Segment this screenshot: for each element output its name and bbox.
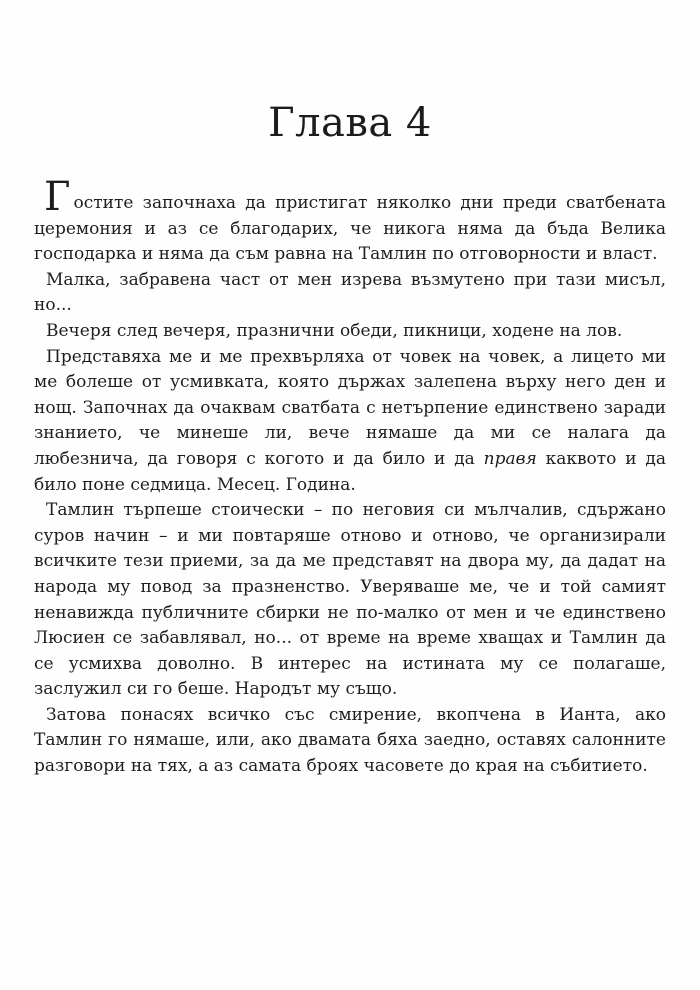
chapter-body [34,174,666,780]
paragraph-3: Вечеря след вечеря, празнични обеди, пикници, ходене на лов. [46,320,623,341]
paragraph-1-text: остите започнаха да пристигат няколко дни преди сватбената церемония и аз се благодарих, че никога няма да бъда Велика господарка и няма да съм равна на Тамлин по отговорности и власт. [34,193,666,265]
paragraph-5: Тамлин търпеше стоически – по неговия си мълчалив, сдържано суров начин – и ми повтаряше отново и отново, че организирали всичките тези приеми, за да ме представят на двора му, да дадат на народа му повод за празненство. Уверяваше ме, че и той самият ненавижда публичните сбирки не по-малко от мен и че единствено Люсиен се забавлявал, но... от време на време хващах и Тамлин да се усмихва доволно. В интерес на истината му се полагаше, заслужил си го беше. Народът му също. [34,500,666,700]
paragraph-4 [34,345,666,499]
drop-cap: Г [44,174,71,220]
paragraph-4-text-after: каквото и да било поне седмица. Месец. Година. [34,448,666,495]
paragraph-4-text-before: Представяха ме и ме прехвърляха от човек на човек, а лицето ми ме болеше от усмивката, която държах залепена върху него ден и нощ. Започнах да очаквам сватбата с нетърпение единствено заради знанието, че минеше ли, вече нямаше да ми се налага да любезнича, да говоря с когото и да било и да [34,346,666,469]
paragraph-1 [34,174,666,268]
chapter-title: Глава 4 [268,100,432,146]
paragraph-2: Малка, забравена част от мен изрева възмутено при тази мисъл, но... [34,269,666,316]
paragraph-4-emphasis: правя [483,448,537,469]
paragraph-6: Затова понасях всичко със смирение, вкопчена в Ианта, ако Тамлин го нямаше, или, ако двамата бяха заедно, оставях салонните разговори на тях, а аз самата броях часовете до края на събитието. [34,704,666,777]
